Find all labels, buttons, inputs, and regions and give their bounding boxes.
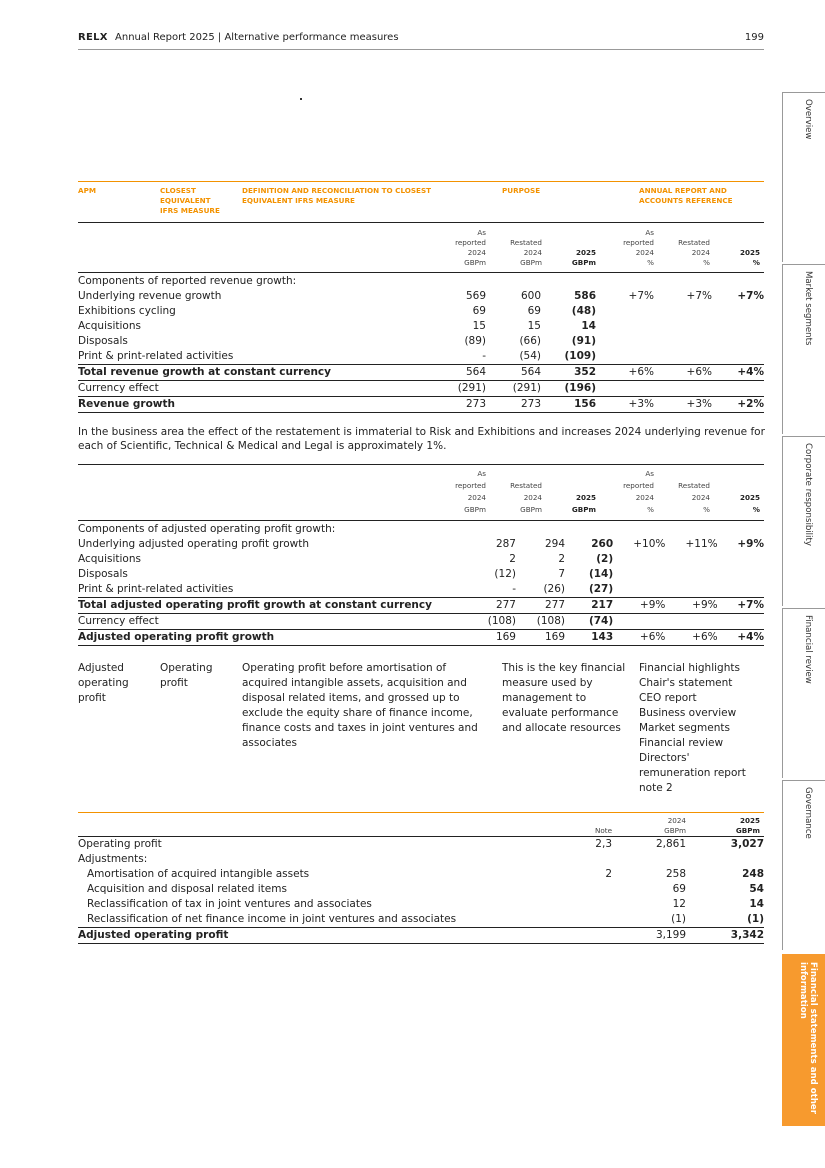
reference-link[interactable]: Chair's statement	[639, 677, 733, 689]
t3-col-note: Note	[594, 826, 612, 835]
page-number: 199	[744, 32, 764, 43]
revenue-growth-table	[78, 274, 764, 413]
table-row: Adjusted operating profit 3,199 3,342	[78, 928, 764, 944]
purpose-header: PURPOSE	[502, 186, 541, 195]
table-row: Currency effect (291) (291) (196)	[78, 382, 596, 394]
report-references	[639, 661, 764, 796]
t2-col-restated-2024-pct: Restated 2024 %	[678, 481, 710, 514]
closest-ifrs-measure: Operating profit	[160, 662, 213, 689]
table-row: Total revenue growth at constant currency 564 564 352 +6% +6% +4%	[78, 365, 764, 381]
table-row: Amortisation of acquired intangible assets 2 258 248	[87, 868, 764, 880]
tab-market-segments[interactable]	[782, 264, 825, 434]
tab-governance[interactable]	[782, 780, 825, 950]
table-row: Reclassification of net finance income in joint ventures and associates (1) (1)	[87, 913, 764, 925]
adjusted-operating-profit-table	[78, 837, 764, 944]
table-row: Print & print-related activities - (26) (27)	[78, 583, 614, 595]
page-header	[78, 32, 764, 50]
tab-financial-review[interactable]	[782, 608, 825, 778]
apm-header: APM	[78, 186, 96, 195]
tab-label: Market segments	[803, 271, 813, 346]
table-row: Reclassification of tax in joint ventures and associates 12 14	[87, 898, 764, 910]
tab-label: Overview	[803, 99, 813, 140]
table-row: Adjustments:	[78, 853, 148, 865]
table-row: Components of adjusted operating profit growth:	[78, 523, 336, 535]
table-row: Acquisition and disposal related items 69 54	[87, 883, 764, 895]
reference-link[interactable]: Market segments	[639, 722, 730, 734]
closest-measure-header: CLOSEST EQUIVALENT IFRS MEASURE	[160, 186, 220, 215]
t1-col-2025-pct: 2025 %	[739, 248, 760, 267]
table-row: Underlying revenue growth 569 600 586 +7% +7% +7%	[78, 290, 764, 302]
table-row: Components of reported revenue growth:	[78, 275, 297, 287]
table-row: Print & print-related activities - (54) (109)	[78, 350, 596, 362]
t2-col-reported-2024-pct: As reported 2024 %	[623, 469, 654, 514]
t2-col-2025-pct: 2025 %	[739, 493, 760, 514]
restatement-note: In the business area the effect of the restatement is immaterial to Risk and Exhibitions and increases 2024 underlying revenue for each of Scientific, Technical & Medical and Legal is approximately 1%.	[78, 426, 765, 452]
tab-label: Governance	[803, 787, 813, 839]
reference-link[interactable]: CEO report	[639, 692, 697, 704]
definition-header: DEFINITION AND RECONCILIATION TO CLOSEST EQUIVALENT IFRS MEASURE	[242, 186, 432, 205]
t3-top-rule	[78, 812, 764, 813]
tab-label: Financial review	[803, 615, 813, 684]
table-row: Acquisitions 15 15 14	[78, 320, 596, 332]
t2-top-rule	[78, 464, 764, 465]
report-title: Annual Report 2025 | Alternative performance measures	[115, 32, 399, 43]
table-row: Exhibitions cycling 69 69 (48)	[78, 305, 596, 317]
t1-col-reported-2024: As reported 2024 GBPm	[455, 228, 486, 267]
reference-link[interactable]: Financial review	[639, 737, 724, 749]
table-row: Adjusted operating profit growth 169 169 143 +6% +6% +4%	[78, 630, 764, 646]
t3-col-2025: 2025 GBPm	[735, 816, 760, 835]
t1-col-reported-2024-pct: As reported 2024 %	[623, 228, 654, 267]
apm-column-headers	[78, 181, 764, 223]
operating-profit-growth-table	[78, 522, 764, 646]
tab-financial-statements[interactable]	[782, 954, 825, 1126]
t1-header-rule	[78, 272, 764, 273]
reference-link[interactable]: Business overview	[639, 707, 737, 719]
stray-dot	[300, 98, 302, 100]
t2-header-rule	[78, 520, 764, 521]
apm-name: Adjusted operating profit	[78, 662, 129, 704]
table-row: Currency effect (108) (108) (74)	[78, 615, 614, 627]
reference-link[interactable]: Financial highlights	[639, 662, 740, 674]
t2-col-2025: 2025 GBPm	[571, 493, 596, 514]
definition-text: Operating profit before amortisation of acquired intangible assets, acquisition and disposal related items, and grossed up to exclude the equity share of finance income, finance costs and taxes in joint ventures and associates	[242, 662, 478, 749]
table-row: Revenue growth 273 273 156 +3% +3% +2%	[78, 397, 764, 413]
tab-corporate-responsibility[interactable]	[782, 436, 825, 606]
t2-col-restated-2024: Restated 2024 GBPm	[510, 481, 542, 514]
t1-col-restated-2024: Restated 2024 GBPm	[510, 238, 542, 267]
tab-overview[interactable]	[782, 92, 825, 262]
tab-label: Financial statements and other information	[798, 962, 818, 1114]
table-row: Operating profit 2,3 2,861 3,027	[78, 838, 764, 850]
reference-header: ANNUAL REPORT AND ACCOUNTS REFERENCE	[639, 186, 733, 205]
table-row: Acquisitions 2 2 (2)	[78, 553, 614, 565]
purpose-text: This is the key financial measure used by management to evaluate performance and allocate resources	[502, 662, 626, 734]
t1-col-restated-2024-pct: Restated 2024 %	[678, 238, 710, 267]
brand-name: RELX	[78, 32, 108, 43]
table-row: Disposals (89) (66) (91)	[78, 335, 596, 347]
tab-label: Corporate responsibility	[803, 443, 813, 546]
t3-col-2024: 2024 GBPm	[664, 816, 686, 835]
t2-col-reported-2024: As reported 2024 GBPm	[455, 469, 486, 514]
table-row: Total adjusted operating profit growth at constant currency 277 277 217 +9% +9% +7%	[78, 598, 764, 614]
t1-col-2025: 2025 GBPm	[571, 248, 596, 267]
reference-link[interactable]: Directors' remuneration report note 2	[639, 752, 746, 794]
table-row: Underlying adjusted operating profit growth 287 294 260 +10% +11% +9%	[78, 538, 764, 550]
table-row: Disposals (12) 7 (14)	[78, 568, 614, 580]
